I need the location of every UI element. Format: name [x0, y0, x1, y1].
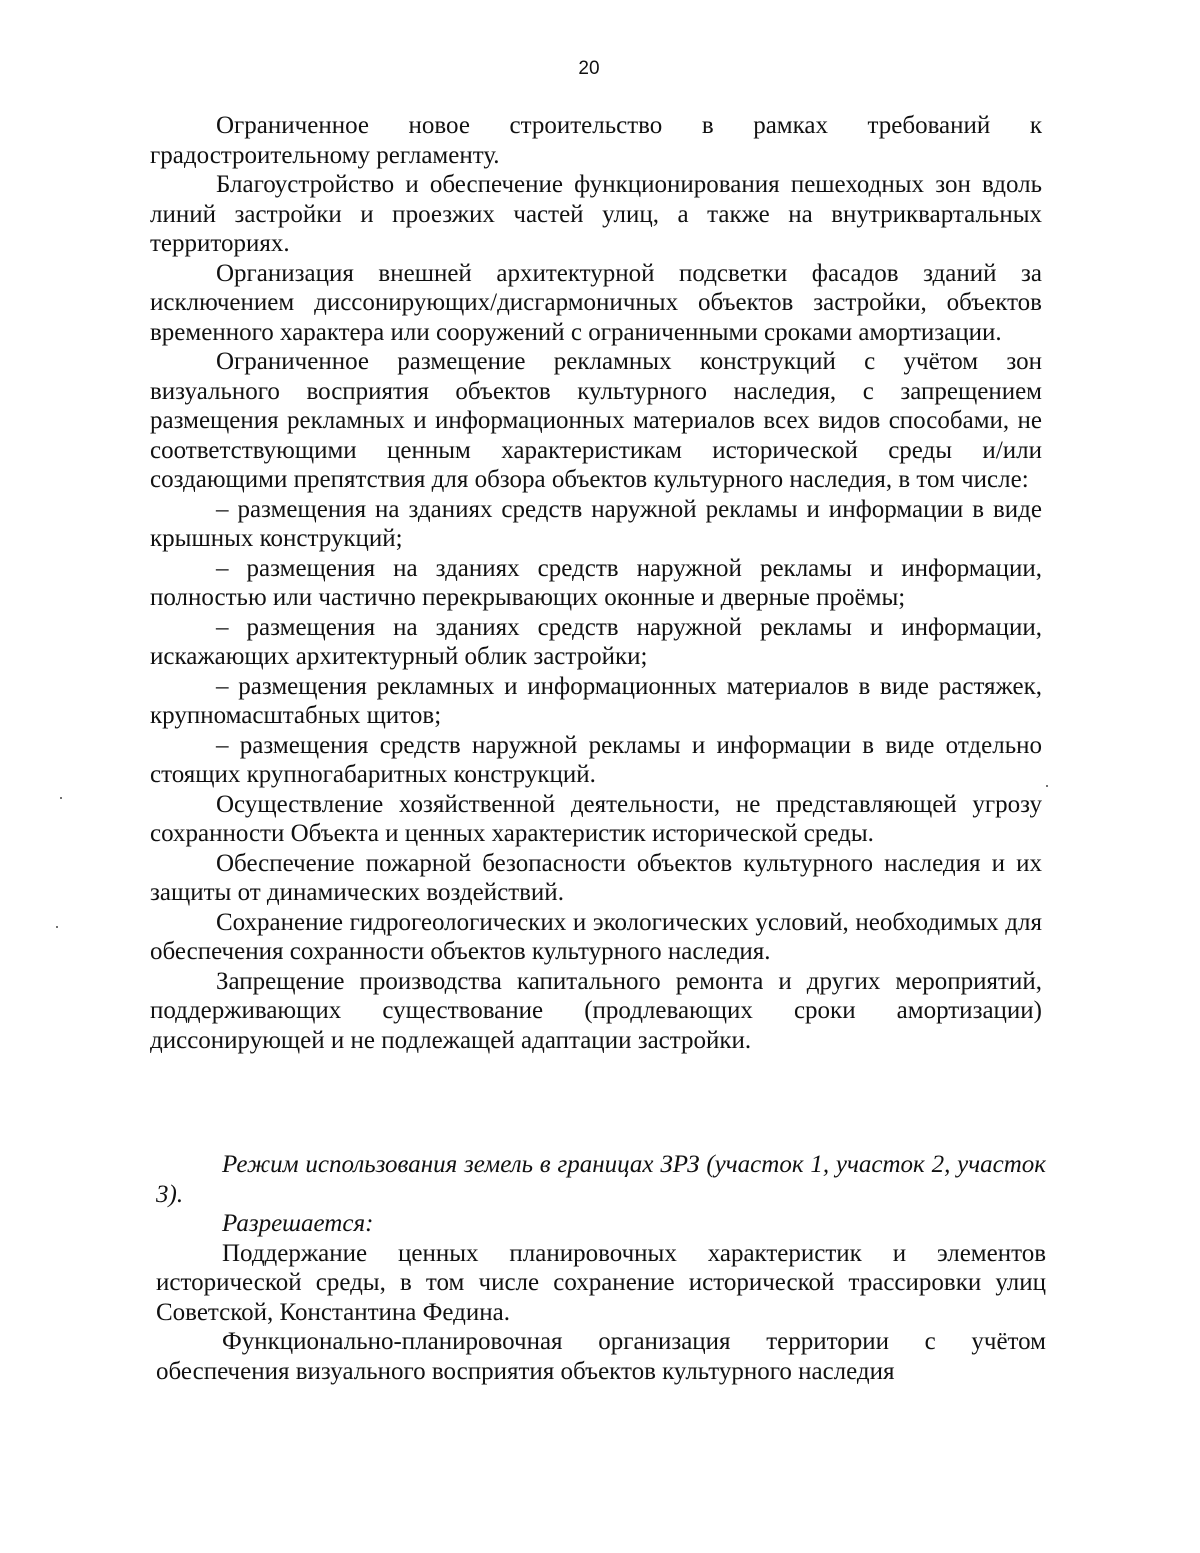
paragraph-facade-lighting: Организация внешней архитектурной подсветки фасадов зданий за исключением диссонирующих/дисгармоничных объектов застройки, объектов временного характера или сооружений с ограниченными сроками амортизации. — [150, 259, 1042, 346]
scan-speck — [56, 926, 58, 928]
section-heading: Режим использования земель в границах ЗРЗ (участок 1, участок 2, участок 3). — [156, 1151, 1046, 1208]
paragraph-repair-ban: Запрещение производства капитального ремонта и других мероприятий, поддерживающих существование (продлевающих сроки амортизации) диссонирующей и не подлежащей адаптации застройки. — [150, 967, 1042, 1054]
paragraph-functional-planning: Функционально-планировочная организация территории с учётом обеспечения визуального восприятия объектов культурного наследия — [156, 1328, 1046, 1385]
list-item-distorting: – размещения на зданиях средств наружной рекламы и информации, искажающих архитектурный облик застройки; — [150, 613, 1042, 670]
list-item-banners: – размещения рекламных и информационных материалов в виде растяжек, крупномасштабных щитов; — [150, 672, 1042, 729]
paragraph-new-construction: Ограниченное новое строительство в рамках требований к градостроительному регламенту. — [150, 112, 1042, 169]
scan-speck — [60, 797, 62, 799]
list-item-rooftop: – размещения на зданиях средств наружной рекламы и информации в виде крышных конструкций; — [150, 495, 1042, 552]
list-item-freestanding: – размещения средств наружной рекламы и информации в виде отдельно стоящих крупногабаритных конструкций. — [150, 731, 1042, 788]
paragraph-fire-safety: Обеспечение пожарной безопасности объектов культурного наследия и их защиты от динамических воздействий. — [150, 849, 1042, 906]
section-subheading: Разрешается: — [222, 1210, 374, 1237]
scan-speck — [1046, 785, 1048, 787]
paragraph-hydrogeology: Сохранение гидрогеологических и экологических условий, необходимых для обеспечения сохранности объектов культурного наследия. — [150, 908, 1042, 965]
document-body — [150, 111, 1042, 1055]
paragraph-pedestrian-zones: Благоустройство и обеспечение функционирования пешеходных зон вдоль линий застройки и проезжих частей улиц, а также на внутриквартальных территориях. — [150, 171, 1042, 257]
section-zrz — [156, 1150, 1046, 1386]
paragraph-planning-characteristics: Поддержание ценных планировочных характеристик и элементов исторической среды, в том числе сохранение исторической трассировки улиц Советской, Константина Федина. — [156, 1239, 1046, 1326]
page-number: 20 — [578, 58, 600, 79]
list-item-window-cover: – размещения на зданиях средств наружной рекламы и информации, полностью или частично перекрывающих оконные и дверные проёмы; — [150, 554, 1042, 611]
paragraph-economic-activity: Осуществление хозяйственной деятельности, не представляющей угрозу сохранности Объекта и ценных характеристик исторической среды. — [150, 790, 1042, 847]
paragraph-advertising: Ограниченное размещение рекламных конструкций с учётом зон визуального восприятия объектов культурного наследия, с запрещением размещения рекламных и информационных материалов всех видов способами, не соответствующими ценным характеристикам исторической среды и/или создающими препятствия для обзора объектов культурного наследия, в том числе: — [150, 348, 1042, 493]
